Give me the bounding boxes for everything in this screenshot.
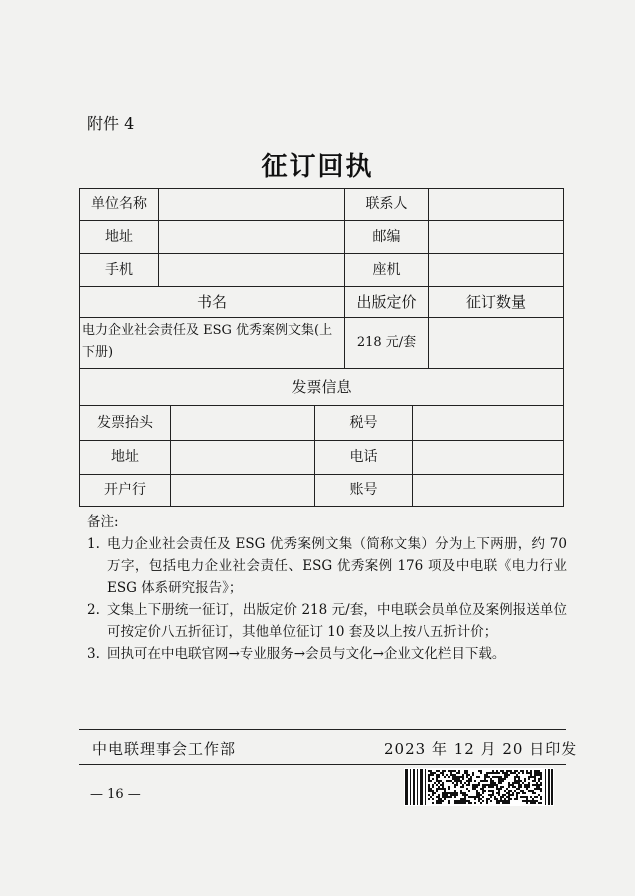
landline-input[interactable] — [429, 255, 563, 286]
issuer-name: 中电联理事会工作部 — [92, 740, 237, 758]
mobile-input[interactable] — [159, 255, 344, 286]
footer-bottom-rule — [79, 764, 566, 765]
phone-input[interactable] — [413, 441, 563, 474]
unit-name-label-text: 单位名称 — [91, 196, 147, 212]
note-number: 2. — [87, 602, 100, 618]
account-input[interactable] — [413, 475, 563, 506]
address-label: 地址 — [105, 229, 133, 245]
contact-label: 联系人 — [365, 196, 408, 212]
book-header: 书名 — [196, 293, 227, 311]
unit-name-input[interactable] — [159, 189, 344, 220]
note-text: 回执可在中电联官网→专业服务→会员与文化→企业文化栏目下载。 — [107, 646, 506, 662]
price-header: 出版定价 — [356, 293, 417, 311]
invoice-title-label: 发票抬头 — [97, 415, 153, 431]
notes-heading: 备注: — [87, 514, 119, 530]
note-item — [87, 643, 567, 665]
tax-number-label: 税号 — [349, 415, 378, 431]
book-price: 218 元/套 — [356, 335, 417, 350]
attachment-label: 附件 4 — [87, 114, 135, 133]
note-text: 文集上下册统一征订，出版定价 218 元/套，中电联会员单位及案例报送单位可按定价八五折征订，其他单位征订 10 套及以上按八五折计价； — [107, 602, 567, 640]
invoice-title-input[interactable] — [171, 406, 314, 440]
landline-label: 座机 — [372, 262, 401, 278]
bank-input[interactable] — [171, 475, 314, 506]
contact-input[interactable] — [429, 189, 563, 220]
account-label: 账号 — [349, 482, 378, 498]
invoice-header: 发票信息 — [291, 378, 352, 396]
issue-date: 2023 年 12 月 20 日印发 — [384, 740, 578, 758]
barcode-icon — [404, 768, 554, 806]
note-text: 电力企业社会责任及 ESG 优秀案例文集（简称文集）分为上下两册，约 70 万字，包括电力企业社会责任、ESG 优秀案例 176 项及中电联《电力行业 ESG 体系研究报告》； — [107, 536, 567, 596]
quantity-input[interactable] — [429, 318, 563, 368]
postcode-input[interactable] — [429, 222, 563, 253]
note-item — [87, 533, 567, 599]
page-number: — 16 — — [90, 787, 141, 802]
bank-label: 开户行 — [104, 482, 146, 498]
invoice-address-label: 地址 — [111, 449, 139, 465]
quantity-header: 征订数量 — [465, 293, 526, 311]
footer-top-rule — [79, 729, 566, 730]
page-title: 征订回执 — [261, 152, 374, 182]
mobile-label: 手机 — [105, 262, 133, 278]
tax-number-input[interactable] — [413, 406, 563, 440]
note-item — [87, 599, 567, 643]
address-input[interactable] — [159, 222, 344, 253]
notes-section — [87, 511, 567, 665]
book-title: 电力企业社会责任及 ESG 优秀案例文集(上下册) — [82, 323, 333, 360]
phone-label: 电话 — [349, 449, 378, 465]
postcode-label: 邮编 — [372, 229, 401, 245]
note-number: 3. — [87, 646, 100, 662]
invoice-address-input[interactable] — [171, 441, 314, 474]
note-number: 1. — [87, 536, 100, 552]
